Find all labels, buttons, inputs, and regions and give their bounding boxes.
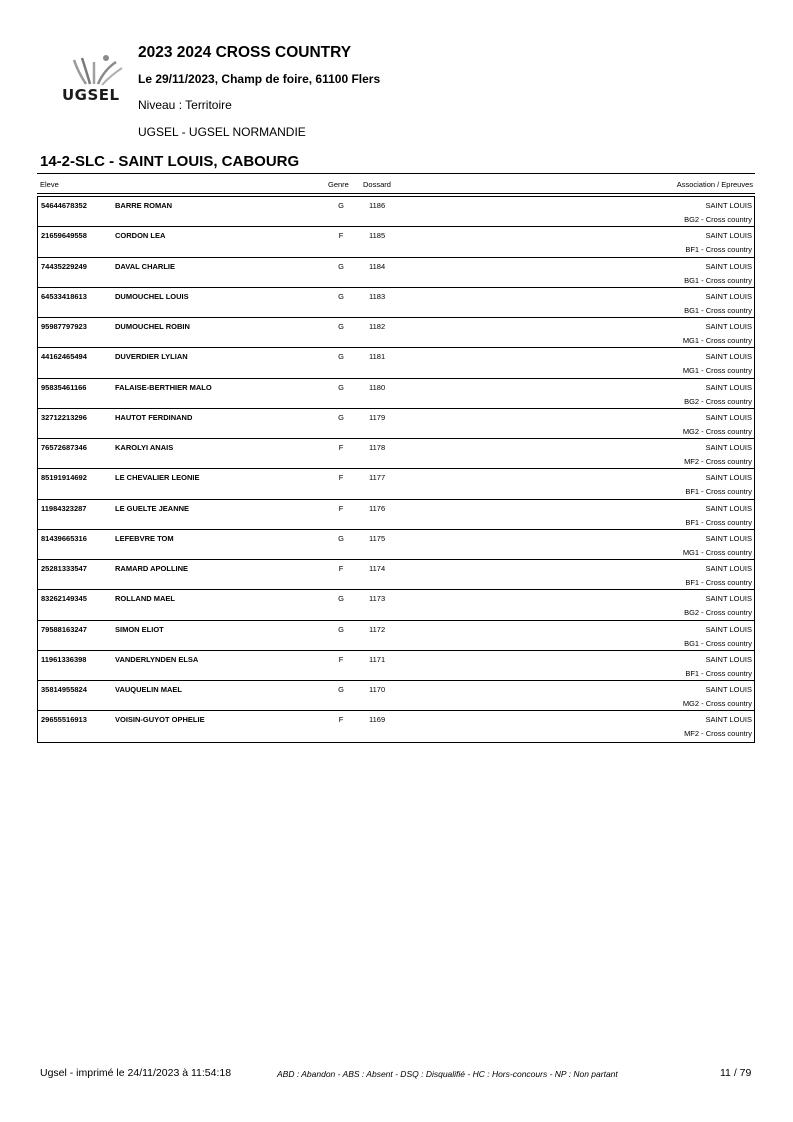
student-name: LEFEBVRE TOM (115, 533, 174, 543)
association-name: SAINT LOUIS (705, 382, 752, 392)
student-id: 44162465494 (41, 352, 87, 362)
student-id: 81439665316 (41, 533, 87, 543)
student-genre: G (338, 291, 344, 301)
bib-number: 1176 (369, 503, 386, 513)
event-category: MG1 - Cross country (682, 366, 752, 376)
event-category: MG2 - Cross country (682, 699, 752, 708)
event-category: BF1 - Cross country (685, 517, 752, 527)
event-category: BF1 - Cross country (685, 578, 752, 587)
student-name: ROLLAND MAEL (115, 594, 175, 604)
competition-level: Niveau : Territoire (138, 98, 232, 112)
bib-number: 1183 (369, 291, 386, 301)
association-name: SAINT LOUIS (705, 473, 752, 483)
table-row (38, 258, 754, 288)
bib-number: 1177 (369, 473, 386, 483)
student-name: LE GUELTE JEANNE (115, 503, 190, 513)
student-name: DUMOUCHEL LOUIS (115, 291, 189, 301)
student-genre: G (338, 352, 344, 362)
student-id: 85191914692 (41, 473, 87, 483)
student-name: KAROLYI ANAIS (115, 443, 174, 452)
bib-number: 1175 (369, 533, 386, 543)
association-name: SAINT LOUIS (705, 564, 752, 573)
bib-number: 1178 (369, 443, 386, 452)
event-category: BG1 - Cross country (684, 305, 752, 315)
association-name: SAINT LOUIS (705, 231, 752, 241)
page-number: 11 / 79 (720, 1067, 752, 1079)
table-row (38, 530, 754, 560)
table-row (38, 621, 754, 651)
student-name: HAUTOT FERDINAND (115, 412, 193, 422)
event-category: MF2 - Cross country (684, 457, 752, 466)
association-name: SAINT LOUIS (705, 412, 752, 422)
association-name: SAINT LOUIS (705, 322, 752, 331)
student-genre: F (338, 231, 344, 241)
student-name: DAVAL CHARLIE (115, 261, 175, 271)
student-name: RAMARD APOLLINE (115, 564, 189, 573)
runners-logo-icon (64, 52, 126, 88)
student-genre: G (338, 261, 344, 271)
event-category: BG1 - Cross country (684, 638, 752, 648)
print-timestamp: Ugsel - imprimé le 24/11/2023 à 11:54:18 (40, 1067, 232, 1079)
table-row (38, 590, 754, 620)
association-name: SAINT LOUIS (705, 261, 752, 271)
student-id: 35814955824 (41, 685, 87, 694)
event-category: BF1 - Cross country (685, 487, 752, 497)
student-name: VOISIN-GUYOT OPHELIE (115, 715, 205, 725)
student-id: 79588163247 (41, 624, 87, 634)
bib-number: 1174 (369, 564, 386, 573)
student-id: 11984323287 (41, 503, 87, 513)
student-id: 21659649558 (41, 231, 87, 241)
school-divider (37, 173, 755, 174)
table-row (38, 439, 754, 469)
student-genre: G (338, 594, 344, 604)
student-id: 29655516913 (41, 715, 87, 725)
table-row (38, 379, 754, 409)
event-category: MF2 - Cross country (684, 729, 752, 739)
logo-text: UGSEL (62, 86, 120, 104)
col-header-genre: Genre (328, 180, 349, 189)
event-category: MG1 - Cross country (682, 336, 752, 345)
association-name: SAINT LOUIS (705, 654, 752, 664)
bib-number: 1186 (369, 201, 386, 210)
student-id: 11961336398 (41, 654, 87, 664)
table-row (38, 651, 754, 681)
bib-number: 1179 (369, 412, 386, 422)
student-name: BARRE ROMAN (115, 201, 173, 210)
association-name: SAINT LOUIS (705, 533, 752, 543)
table-row (38, 348, 754, 378)
student-genre: F (338, 473, 344, 483)
student-name: DUVERDIER LYLIAN (115, 352, 188, 362)
student-name: VAUQUELIN MAEL (115, 685, 182, 694)
student-id: 74435229249 (41, 261, 87, 271)
student-genre: F (338, 654, 344, 664)
table-row (38, 227, 754, 257)
table-row (38, 197, 754, 227)
association-name: SAINT LOUIS (705, 291, 752, 301)
association-name: SAINT LOUIS (705, 443, 752, 452)
association-name: SAINT LOUIS (705, 624, 752, 634)
bib-number: 1181 (369, 352, 386, 362)
bib-number: 1171 (369, 654, 386, 664)
bib-number: 1173 (369, 594, 386, 604)
col-header-association: Association / Epreuves (676, 180, 753, 189)
student-name: LE CHEVALIER LEONIE (115, 473, 200, 483)
bib-number: 1172 (369, 624, 386, 634)
student-genre: G (338, 382, 344, 392)
student-name: VANDERLYNDEN ELSA (115, 654, 199, 664)
col-header-dossard: Dossard (363, 180, 391, 189)
student-name: SIMON ELIOT (115, 624, 164, 634)
bib-number: 1185 (369, 231, 386, 241)
student-id: 64533418613 (41, 291, 87, 301)
association-name: SAINT LOUIS (705, 685, 752, 694)
event-category: BF1 - Cross country (685, 668, 752, 678)
association-name: SAINT LOUIS (705, 201, 752, 210)
student-genre: G (338, 322, 344, 331)
bib-number: 1169 (369, 715, 386, 725)
student-name: DUMOUCHEL ROBIN (115, 322, 190, 331)
association-name: SAINT LOUIS (705, 352, 752, 362)
ugsel-logo (60, 50, 130, 110)
student-id: 83262149345 (41, 594, 87, 604)
association-name: SAINT LOUIS (705, 715, 752, 725)
table-row (38, 288, 754, 318)
student-genre: G (338, 412, 344, 422)
bib-number: 1180 (369, 382, 386, 392)
student-genre: F (338, 503, 344, 513)
event-category: BG1 - Cross country (684, 275, 752, 285)
event-category: BG2 - Cross country (684, 396, 752, 406)
event-category: MG1 - Cross country (682, 547, 752, 557)
school-heading: 14-2-SLC - SAINT LOUIS, CABOURG (40, 153, 300, 170)
student-id: 54644678352 (41, 201, 87, 210)
student-id: 25281333547 (41, 564, 87, 573)
status-legend: ABD : Abandon - ABS : Absent - DSQ : Disqualifié - HC : Hors-concours - NP : Non partant (277, 1069, 618, 1079)
student-id: 95987797923 (41, 322, 87, 331)
table-row (38, 711, 754, 741)
student-name: FALAISE-BERTHIER MALO (115, 382, 212, 392)
association-name: SAINT LOUIS (705, 594, 752, 604)
table-row (38, 681, 754, 711)
association-name: SAINT LOUIS (705, 503, 752, 513)
student-genre: G (338, 685, 344, 694)
document-title: 2023 2024 CROSS COUNTRY (138, 44, 352, 61)
table-row (38, 469, 754, 499)
organization: UGSEL - UGSEL NORMANDIE (138, 125, 306, 139)
bib-number: 1182 (369, 322, 386, 331)
table-row (38, 500, 754, 530)
event-category: BF1 - Cross country (685, 245, 752, 255)
student-id: 76572687346 (41, 443, 87, 452)
student-genre: F (338, 443, 344, 452)
student-genre: G (338, 533, 344, 543)
student-id: 95835461166 (41, 382, 87, 392)
table-row (38, 560, 754, 590)
event-date-location: Le 29/11/2023, Champ de foire, 61100 Flers (138, 72, 381, 86)
student-genre: F (338, 564, 344, 573)
student-genre: G (338, 201, 344, 210)
table-row (38, 318, 754, 348)
event-category: BG2 - Cross country (684, 215, 752, 224)
event-category: BG2 - Cross country (684, 608, 752, 618)
table-row (38, 409, 754, 439)
header-divider (37, 193, 755, 194)
student-genre: F (338, 715, 344, 725)
bib-number: 1170 (369, 685, 386, 694)
results-table (37, 196, 755, 743)
student-name: CORDON LEA (115, 231, 166, 241)
event-category: MG2 - Cross country (682, 426, 752, 436)
student-genre: G (338, 624, 344, 634)
student-id: 32712213296 (41, 412, 87, 422)
col-header-eleve: Eleve (40, 180, 59, 189)
bib-number: 1184 (369, 261, 386, 271)
